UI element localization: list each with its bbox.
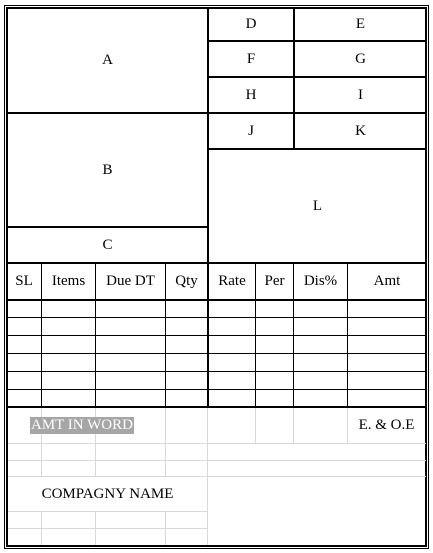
section-i: I — [358, 86, 363, 103]
section-f: F — [246, 50, 256, 67]
header-rate: Rate — [218, 273, 246, 289]
company-name: COMPAGNY NAME — [41, 485, 174, 502]
section-l: L — [312, 197, 323, 214]
section-h: H — [245, 86, 257, 103]
header-qty: Qty — [175, 273, 198, 289]
section-k: K — [355, 122, 366, 139]
section-j: J — [248, 122, 254, 139]
table-line — [6, 335, 426, 336]
section-g: G — [355, 50, 366, 67]
amount-in-words-area — [30, 408, 142, 443]
footer-grid — [8, 528, 207, 529]
table-line — [6, 317, 426, 318]
footer-grid — [8, 443, 426, 444]
header-due-dt: Due DT — [106, 273, 155, 289]
amount-in-words-label: AMT IN WORD — [31, 417, 133, 433]
footer-grid — [8, 511, 207, 512]
table-line — [6, 353, 426, 354]
section-a: A — [102, 52, 113, 68]
header-per: Per — [264, 273, 285, 289]
table-line — [6, 389, 426, 390]
section-e: E — [355, 16, 366, 32]
header-sl: SL — [15, 273, 33, 289]
header-dis: Dis% — [303, 273, 338, 289]
header-items: Items — [51, 273, 86, 289]
footer-grid — [255, 408, 256, 444]
header-amt: Amt — [373, 273, 401, 289]
footer-grid — [8, 460, 426, 461]
section-d: D — [245, 16, 257, 32]
table-line — [6, 299, 426, 301]
table-line — [6, 371, 426, 372]
errors-omissions-label: E. & O.E — [358, 417, 415, 433]
section-c: C — [102, 236, 113, 253]
section-b: B — [102, 161, 113, 178]
footer-grid — [293, 408, 294, 444]
